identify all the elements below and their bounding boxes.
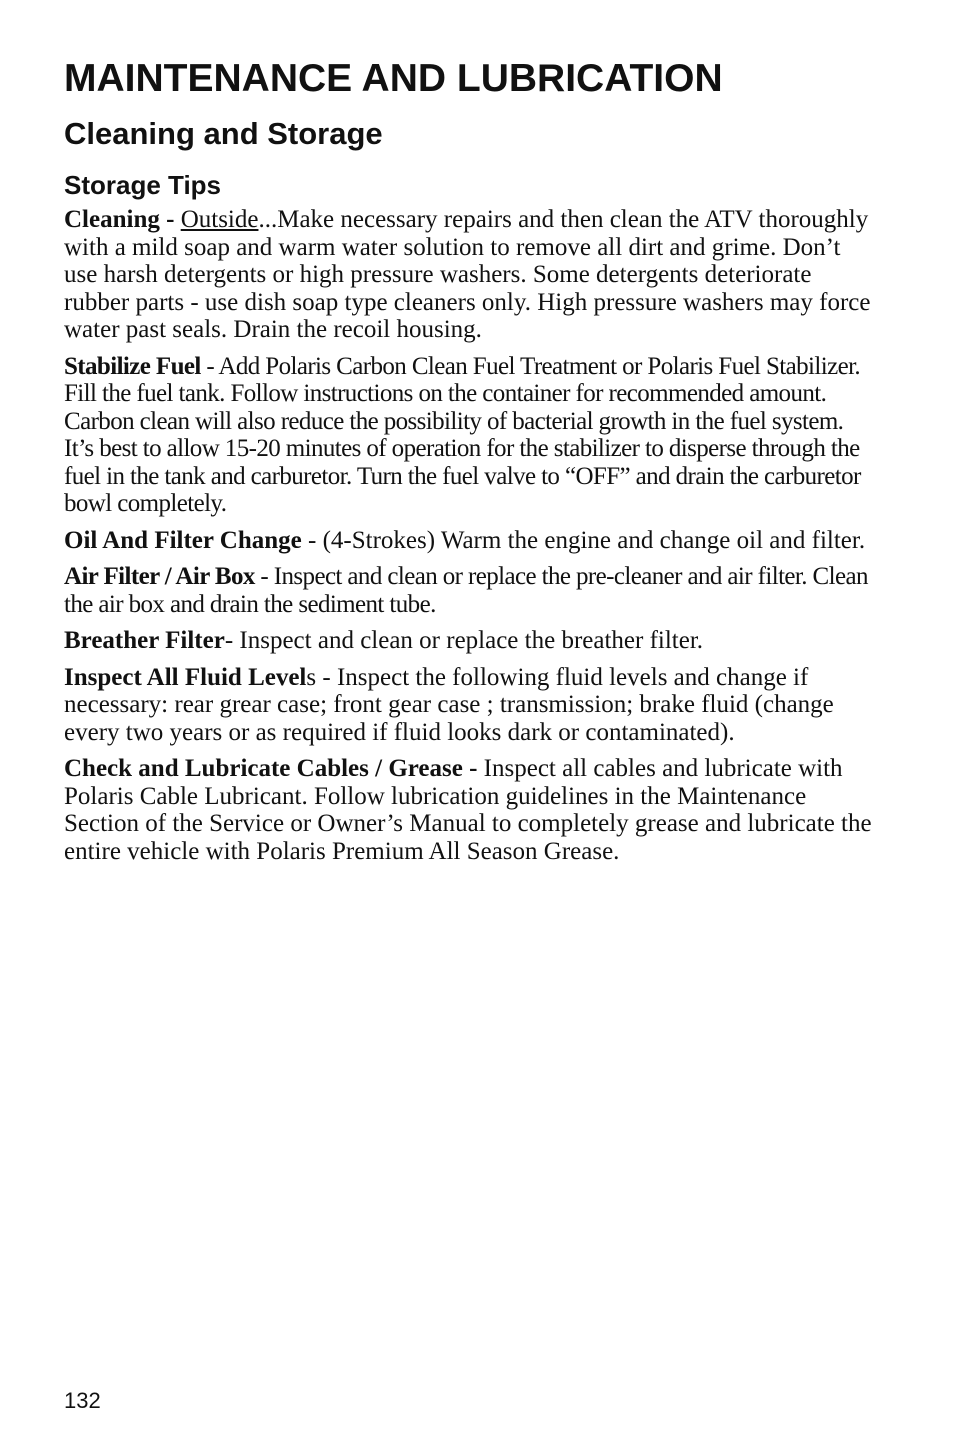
- paragraph-oil-filter: [64, 527, 876, 555]
- section-title: Cleaning and Storage: [64, 116, 383, 151]
- paragraph-breather-filter: [64, 627, 876, 655]
- paragraph-stabilize-fuel: [64, 353, 876, 518]
- paragraph-body: - Add Polaris Carbon Clean Fuel Treatment or Polaris Fuel Stabilizer. Fill the fuel tank. Follow instructions on the container for recommended amount. Carbon clean will also reduce the possibility of bacterial growth in the fuel system. It’s best to allow 15-20 minutes of operation for the stabilizer to disperse through the fuel in the tank and carburetor. Turn the fuel valve to “OFF” and drain the carburetor bowl completely.: [64, 352, 861, 517]
- paragraph-body: s - Inspect the following fluid levels and change if necessary: rear grear case; front gear case ; transmission; brake fluid (change every two years or as required if fluid looks dark or contaminated).: [64, 663, 834, 746]
- paragraph-body: - Inspect and clean or replace the pre-cleaner and air filter. Clean the air box and drain the sediment tube.: [64, 563, 868, 618]
- paragraph-lead: Inspect All Fluid Level: [64, 663, 307, 691]
- paragraph-cables-grease: [64, 755, 876, 865]
- paragraph-air-filter: [64, 563, 876, 618]
- paragraph-body: Inspect all cables and lubricate with Polaris Cable Lubricant. Follow lubrication guidelines in the Maintenance Section of the Service or Owner’s Manual to completely grease and lubricate the entire vehicle with Polaris Premium All Season Grease.: [64, 755, 872, 865]
- paragraph-lead: Stabilize Fuel: [64, 352, 201, 380]
- paragraph-lead: Oil And Filter Change: [64, 526, 302, 554]
- paragraph-fluid-levels: [64, 664, 876, 747]
- paragraph-body: ...Make necessary repairs and then clean the ATV thoroughly with a mild soap and warm water solution to remove all dirt and grime. Don’t use harsh detergents or high pressure washers. Some detergents deteriorate rubber parts - use dish soap type cleaners only. High pressure washers may force water past seals. Drain the recoil housing.: [64, 206, 871, 343]
- paragraph-cleaning: [64, 206, 876, 344]
- paragraph-lead: Check and Lubricate Cables / Grease -: [64, 755, 484, 782]
- page-number: 132: [64, 1388, 101, 1413]
- subsection-title: Storage Tips: [64, 170, 222, 200]
- underlined-term: Outside: [180, 206, 259, 233]
- page-content: [64, 54, 876, 865]
- paragraph-lead: Air Filter / Air Box: [64, 563, 255, 590]
- paragraph-body: - (4-Strokes) Warm the engine and change oil and filter.: [301, 526, 866, 554]
- paragraph-lead: Cleaning -: [64, 206, 181, 233]
- chapter-heading: MAINTENANCE AND LUBRICATION: [64, 57, 723, 100]
- paragraph-body: - Inspect and clean or replace the breather filter.: [224, 627, 704, 654]
- paragraph-lead: Breather Filter: [64, 627, 225, 654]
